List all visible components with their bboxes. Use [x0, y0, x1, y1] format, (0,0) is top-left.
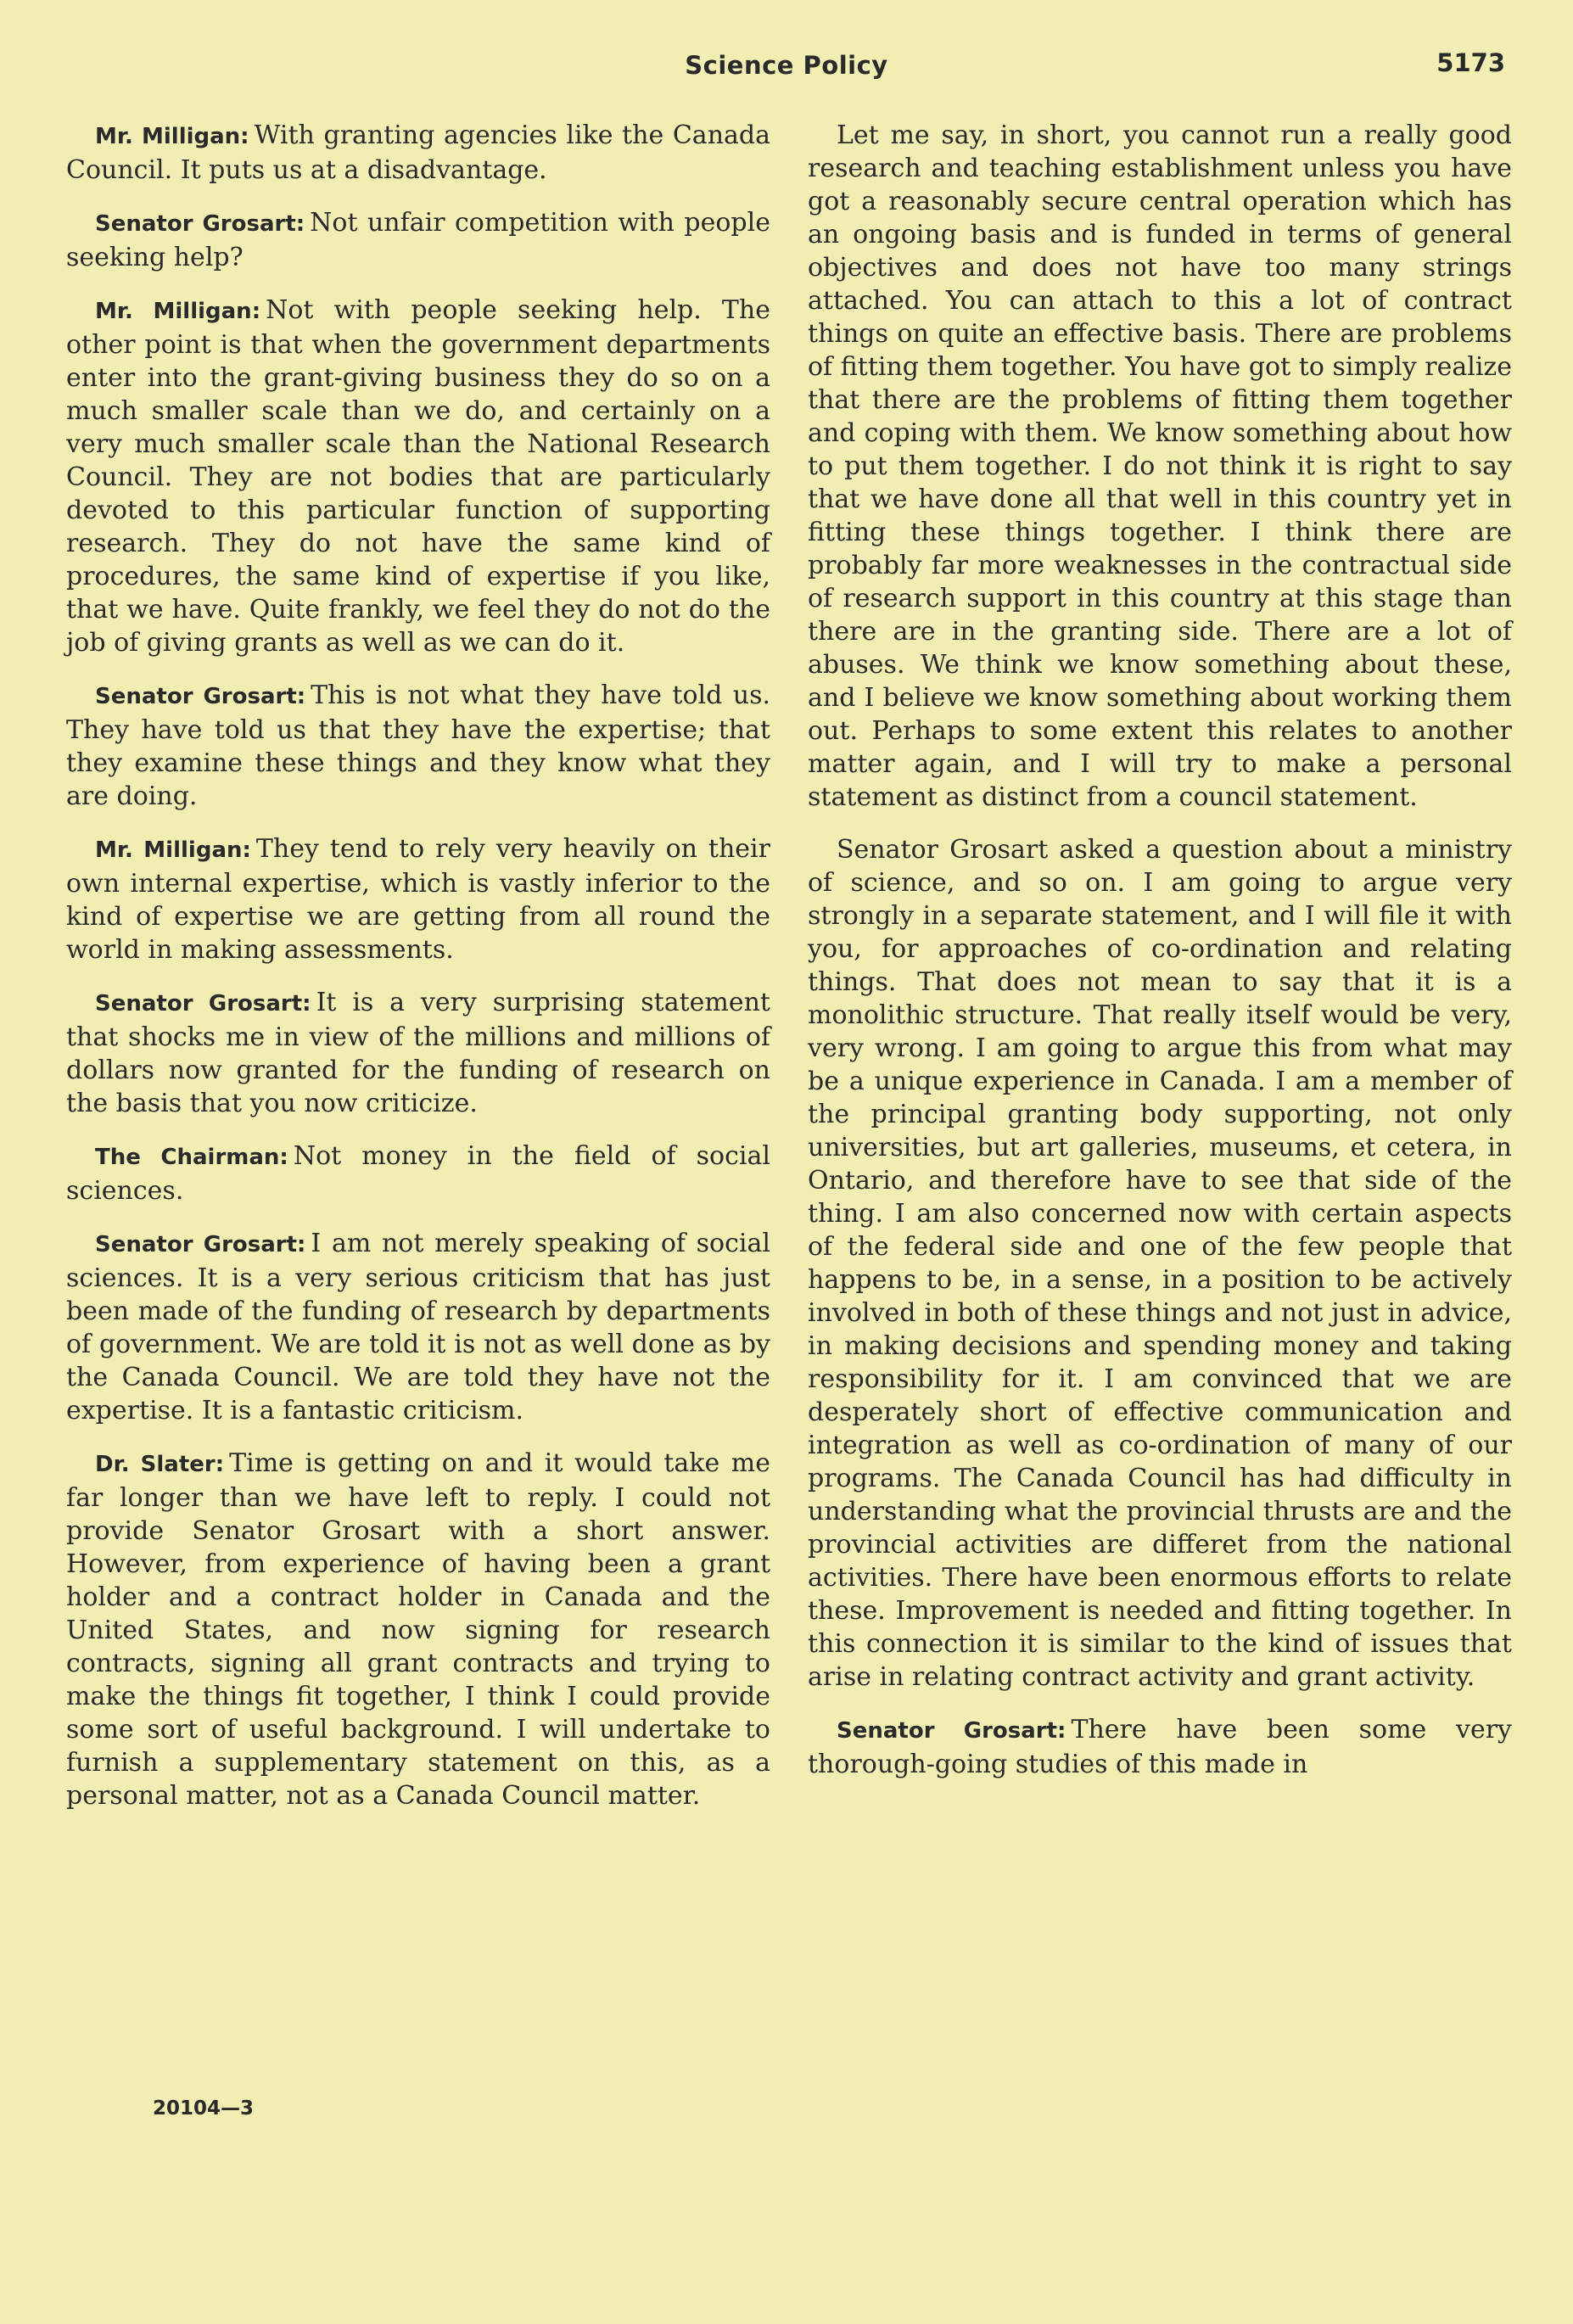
- speech-paragraph: [66, 294, 770, 659]
- speaker-name: Dr. Slater:: [95, 1452, 225, 1477]
- speaker-name: The Chairman:: [95, 1145, 288, 1170]
- speech-paragraph: [66, 206, 770, 274]
- speech-text: Not with people seeking help. The other point is that when the government departments enter into the grant-giving business they do so on a much smaller scale than we do, and certainly on a very much smaller scale than the National Research Council. They are not bodies that are particularly devoted to this particular function of supporting research. They do not have the same kind of procedures, the same kind of expertise if you like, that we have. Quite frankly, we feel they do not do the job of giving grants as well as we can do it.: [66, 295, 770, 658]
- speech-text: Time is getting on and it would take me far longer than we have left to reply. I could not provide Senator Grosart with a short answer. However, from experience of having been a grant holder and a contract holder in Canada and the United States, and now signing for research contracts, signing all grant contracts and trying to make the things fit together, I think I could provide some sort of useful background. I will undertake to furnish a supplementary statement on this, as a personal matter, not as a Canada Council matter.: [66, 1448, 771, 1811]
- speech-text: Not money in the field of social sciences.: [66, 1141, 770, 1206]
- speech-paragraph: [66, 1140, 770, 1207]
- speaker-name: Senator Grosart:: [95, 211, 305, 237]
- speaker-name: Mr. Milligan:: [95, 837, 251, 863]
- speech-text: Not unfair competition with people seeking help?: [66, 208, 770, 272]
- speech-text: There have been some very thorough-going studies of this made in: [808, 1715, 1512, 1779]
- speech-paragraph: [808, 119, 1512, 814]
- speech-text: Senator Grosart asked a question about a ministry of science, and so on. I am going to argue very strongly in a separate statement, and I will file it with you, for approaches of co-ordination and relating things. That does not mean to say that it is a monolithic structure. That really itself would be very, very wrong. I am going to argue this from what may be a unique experience in Canada. I am a member of the principal granting body supporting, not only universities, but art galleries, museums, et cetera, in Ontario, and therefore have to see that side of the thing. I am also concerned now with certain aspects of the federal side and one of the few people that happens to be, in a sense, in a position to be actively involved in both of these things and not just in advice, in making decisions and spending money and taking responsibility for it. I am convinced that we are desperately short of effective communication and integration as well as co-ordination of many of our programs. The Canada Council has had difficulty in understanding what the provincial thrusts are and the provincial activities are differet from the national activities. There have been enormous efforts to relate these. Improvement is needed and fitting together. In this connection it is similar to the kind of issues that arise in relating contract activity and grant activity.: [808, 835, 1512, 1692]
- left-column: [66, 119, 770, 1832]
- speech-text: I am not merely speaking of social sciences. It is a very serious criticism that has just been made of the funding of research by departments of government. We are told it is not as well done as by the Canada Council. We are told they have not the expertise. It is a fantastic criticism.: [66, 1229, 770, 1425]
- speech-paragraph: [66, 1447, 770, 1812]
- speech-text: This is not what they have told us. They have told us that they have the expertise; that they examine these things and they know what they are doing.: [66, 680, 770, 811]
- print-code: 20104—3: [153, 2097, 255, 2120]
- speech-text: Let me say, in short, you cannot run a really good research and teaching establishment unless you have got a reasonably secure central operation which has an ongoing basis and is funded in terms of general objectives and does not have too many strings attached. You can attach to this a lot of contract things on quite an effective basis. There are problems of fitting them together. You have got to simply realize that there are the problems of fitting them together and coping with them. We know something about how to put them together. I do not think it is right to say that we have done all that well in this country yet in fitting these things together. I think there are probably far more weaknesses in the contractual side of research support in this country at this stage than there are in the granting side. There are a lot of abuses. We think we know something about these, and I believe we know something about working them out. Perhaps to some extent this relates to another matter again, and I will try to make a personal statement as distinct from a council statement.: [808, 120, 1512, 812]
- page-number: 5173: [1436, 48, 1505, 77]
- speaker-name: Senator Grosart:: [95, 1232, 306, 1257]
- speaker-name: Mr. Milligan:: [95, 299, 261, 324]
- speech-text: They tend to rely very heavily on their own internal expertise, which is vastly inferior to the kind of expertise we are getting from all round the world in making assessments.: [66, 834, 770, 965]
- speech-text: With granting agencies like the Canada Council. It puts us at a disadvantage.: [66, 120, 770, 185]
- speech-paragraph: [66, 986, 770, 1120]
- right-column: [808, 119, 1512, 1800]
- speech-paragraph: [808, 833, 1512, 1694]
- page-header: [0, 44, 1573, 87]
- speech-paragraph: [66, 832, 770, 966]
- speaker-name: Senator Grosart:: [95, 991, 311, 1016]
- speaker-name: Mr. Milligan:: [95, 124, 249, 149]
- speech-text: It is a very surprising statement that shocks me in view of the millions and millions of dollars now granted for the funding of research on the basis that you now criticize.: [66, 988, 770, 1118]
- speech-paragraph: [66, 119, 770, 187]
- speaker-name: Senator Grosart:: [837, 1718, 1066, 1744]
- speech-paragraph: [66, 679, 770, 813]
- speech-paragraph: [66, 1227, 770, 1427]
- speaker-name: Senator Grosart:: [95, 684, 306, 709]
- speech-paragraph: [808, 1713, 1512, 1781]
- page-title: Science Policy: [685, 51, 888, 80]
